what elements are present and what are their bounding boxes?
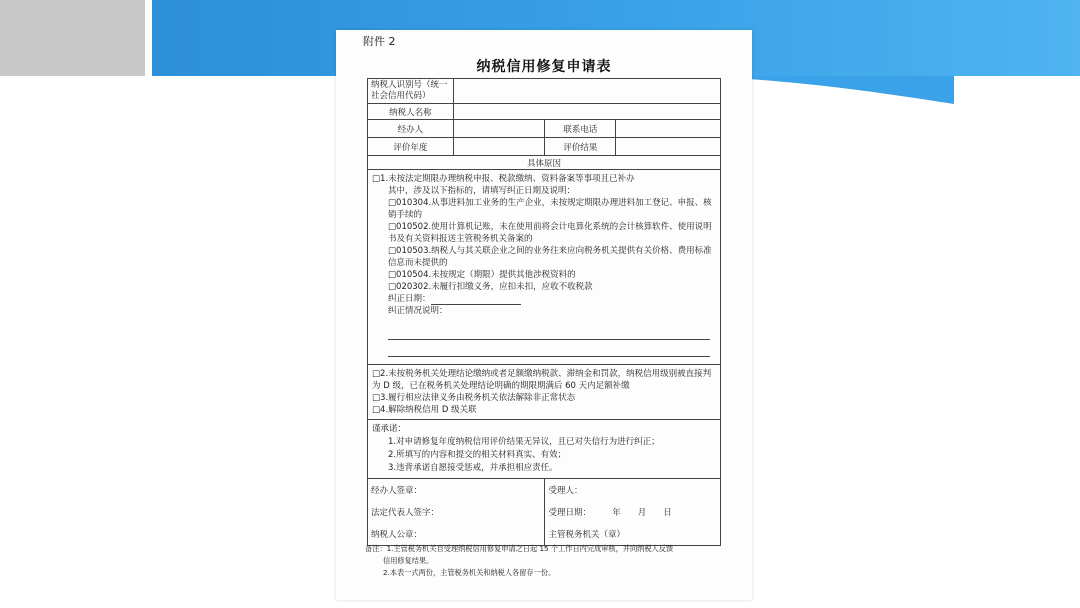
reasons-header: 具体原因 [368, 156, 721, 170]
indicator-010502[interactable]: □010502.使用计算机记账，未在使用前将会计电算化系统的会计核算软件、使用说明书及有关资料报送主管税务机关备案的 [388, 222, 712, 244]
note-1: 备注：1.主管税务机关自受理纳税信用修复申请之日起 15 个工作日内完成审核，并向纳税人反馈 [365, 544, 674, 553]
fix-desc-line-2[interactable] [388, 344, 710, 357]
phone-label: 联系电话 [545, 120, 616, 138]
reason-1-intro: 其中，涉及以下指标的，请填写纠正日期及说明： [388, 186, 576, 196]
handler-field[interactable] [453, 120, 545, 138]
taxpayer-id-label: 纳税人识别号（统一社会信用代码） [368, 79, 454, 104]
reason-4-checkbox[interactable]: □4.解除纳税信用 D 级关联 [372, 405, 477, 415]
taxpayer-name-field[interactable] [453, 104, 720, 120]
indicator-010504[interactable]: □010504.未按规定（期限）提供其他涉税资料的 [388, 270, 576, 280]
acceptor-field[interactable]: 受理人： [545, 479, 721, 502]
reason-3-checkbox[interactable]: □3.履行相应法律义务由税务机关依法解除非正常状态 [372, 393, 576, 403]
commitment-item: 2.所填写的内容和提交的相关材料真实、有效； [388, 450, 567, 460]
tax-authority-seal[interactable]: 主管税务机关（章） [545, 523, 721, 546]
note-1-continued: 信用修复结果。 [383, 556, 434, 565]
accept-date-field[interactable]: 受理日期： 年 月 日 [545, 501, 721, 523]
reason-1-checkbox[interactable]: □1.未按法定期限办理纳税申报、税款缴纳、资料备案等事项且已补办 [372, 174, 635, 184]
taxpayer-name-label: 纳税人名称 [368, 104, 454, 120]
gray-corner-block [0, 0, 145, 76]
fix-desc-line-1[interactable] [388, 327, 710, 340]
fix-desc-label: 纠正情况说明： [388, 306, 448, 316]
commitment-item: 3.违背承诺自愿接受惩戒，并承担相应责任。 [388, 463, 558, 473]
reason-2-4-section [368, 365, 721, 420]
commitment-header: 谨承诺： [372, 424, 407, 434]
fix-date-label: 纠正日期： [388, 294, 431, 304]
fix-date-row [372, 293, 716, 305]
indicator-010304[interactable]: □010304.从事进料加工业务的生产企业，未按规定期限办理进料加工登记、申报、核销手续的 [388, 198, 712, 220]
application-form-table [367, 78, 721, 546]
annex-label: 附件 2 [363, 35, 396, 48]
phone-field[interactable] [616, 120, 721, 138]
reason-1-section [368, 170, 721, 365]
eval-year-label: 评价年度 [368, 138, 454, 156]
taxpayer-id-field[interactable] [453, 79, 720, 104]
reason-2-checkbox[interactable]: □2.未按税务机关处理结论缴纳或者足额缴纳税款、滞纳金和罚款，纳税信用级别被直接判为 D 级，已在税务机关处理结论明确的期限期满后 60 天内足额补缴 [372, 369, 712, 391]
eval-year-field[interactable] [453, 138, 545, 156]
indicator-020302[interactable]: □020302.未履行扣缴义务，应扣未扣，应收不收税款 [388, 282, 593, 292]
note-2: 2.本表一式两份，主管税务机关和纳税人各留存一份。 [383, 568, 556, 577]
fix-date-field[interactable] [431, 296, 521, 305]
taxpayer-seal[interactable]: 纳税人公章： [368, 523, 545, 546]
eval-result-label: 评价结果 [545, 138, 616, 156]
commitment-section [368, 420, 721, 479]
form-notes [365, 543, 735, 579]
indicator-010503[interactable]: □010503.纳税人与其关联企业之间的业务往来应向税务机关提供有关价格、费用标准信息而未提供的 [388, 246, 712, 268]
handler-label: 经办人 [368, 120, 454, 138]
document-page [336, 30, 752, 600]
handler-signature[interactable]: 经办人签章： [368, 479, 545, 502]
form-title: 纳税信用修复申请表 [476, 59, 612, 75]
legal-rep-signature[interactable]: 法定代表人签字： [368, 501, 545, 523]
eval-result-field[interactable] [616, 138, 721, 156]
commitment-item: 1.对申请修复年度纳税信用评价结果无异议，且已对失信行为进行纠正； [388, 437, 660, 447]
